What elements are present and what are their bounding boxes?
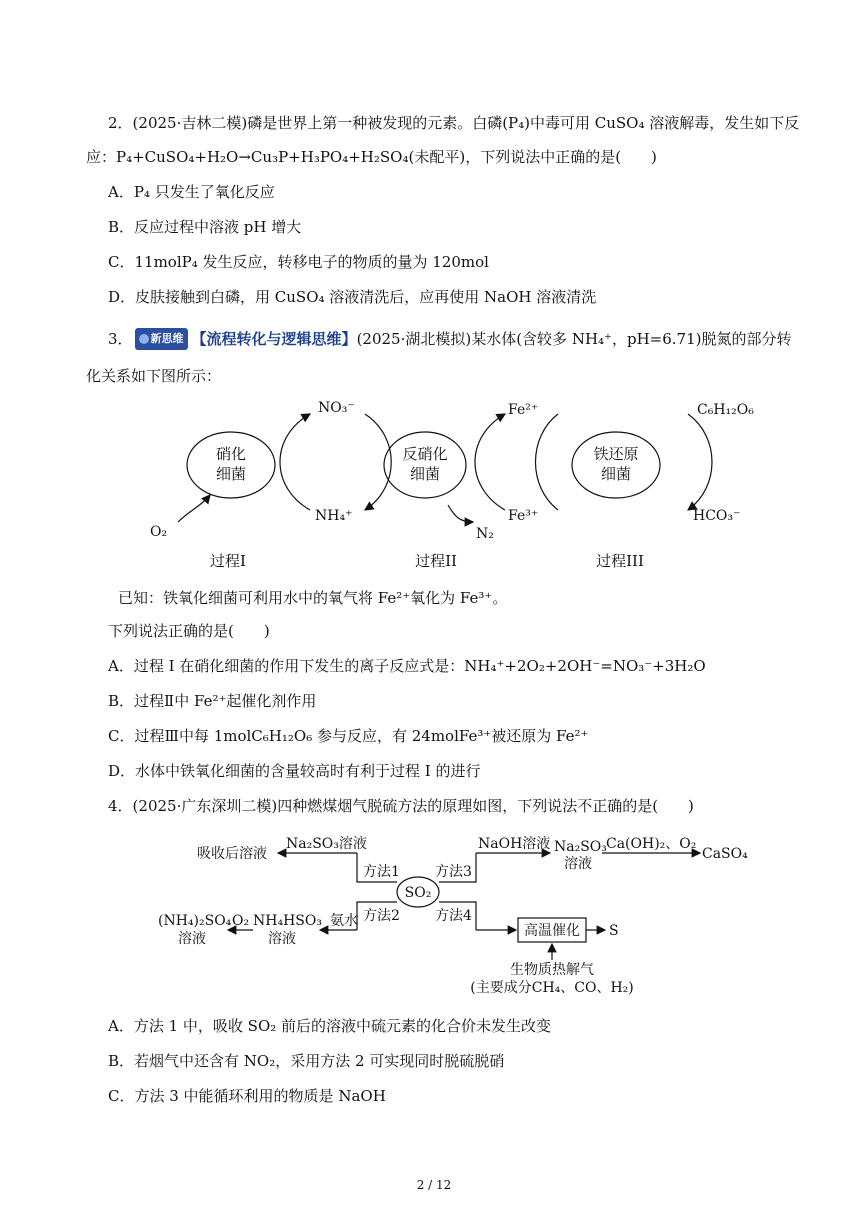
arc-no3-to-nh4 xyxy=(365,414,391,510)
circle1-line1: 硝化 xyxy=(215,445,247,463)
circle1-line2: 细菌 xyxy=(215,465,247,483)
q3-option-a: A．过程 I 在硝化细菌的作用下发生的离子反应式是：NH₄⁺+2O₂+2OH⁻=NO₃⁻+3H₂O xyxy=(108,657,706,675)
q4-option-b: B．若烟气中还含有 NO₂，采用方法 2 可实现同时脱硫脱硝 xyxy=(108,1052,505,1070)
q3-stem-line2: 化关系如下图所示： xyxy=(86,367,222,385)
method4-label: 方法4 xyxy=(435,908,472,924)
n2-label: N₂ xyxy=(476,526,494,542)
caso4-label: CaSO₄ xyxy=(702,846,748,862)
q3-stem-line1 xyxy=(108,329,791,351)
page-number: 2 / 12 xyxy=(416,1178,452,1192)
o2-label-q4: O₂ xyxy=(232,913,250,929)
q4-stem: 4．(2025·广东深圳二模)四种燃煤烟气脱硫方法的原理如图，下列说法不正确的是( ) xyxy=(108,797,694,815)
circle2-line1: 反硝化 xyxy=(402,445,448,463)
q4-option-c: C．方法 3 中能循环利用的物质是 NaOH xyxy=(108,1087,386,1105)
method3-label: 方法3 xyxy=(435,864,472,880)
q2-stem-line2: 应：P₄+CuSO₄+H₂O→Cu₃P+H₃PO₄+H₂SO₄(未配平)，下列说法中正确的是( ) xyxy=(86,148,657,166)
nh42so4-solution-word: 溶液 xyxy=(178,931,206,947)
no3-label: NO₃⁻ xyxy=(318,400,355,416)
q2-option-b: B．反应过程中溶液 pH 增大 xyxy=(108,218,302,236)
q3-number: 3． xyxy=(108,330,133,348)
circle3-line1: 铁还原 xyxy=(593,445,639,463)
q3-option-d: D．水体中铁氧化细菌的含量较高时有利于过程 I 的进行 xyxy=(108,762,481,780)
desulfurization-diagram xyxy=(150,822,770,1002)
method2-label: 方法2 xyxy=(363,908,400,924)
na2so3-solution-label: Na₂SO₃溶液 xyxy=(286,836,367,852)
arc-glucose-to-hco3 xyxy=(688,414,712,510)
n2-output-arrow xyxy=(448,505,473,522)
catalyst-label: 高温催化 xyxy=(524,923,580,939)
lightbulb-icon xyxy=(139,334,149,344)
q3-known: 已知：铁氧化细菌可利用水中的氧气将 Fe²⁺氧化为 Fe³⁺。 xyxy=(118,589,508,607)
hco3-label: HCO₃⁻ xyxy=(693,508,741,524)
biogas-label: 生物质热解气 xyxy=(510,962,594,978)
na2so3-solution-word: 溶液 xyxy=(564,856,592,872)
process-3-label: 过程III xyxy=(596,552,644,570)
process-2-label: 过程II xyxy=(415,552,457,570)
so2-label: SO₂ xyxy=(404,885,432,901)
q3-tag: 【流程转化与逻辑思维】 xyxy=(191,330,357,348)
o2-label: O₂ xyxy=(150,524,168,540)
o2-input-arrow xyxy=(178,495,210,522)
q2-stem-line1: 2．(2025·吉林二模)磷是世界上第一种被发现的元素。白磷(P₄)中毒可用 CuSO₄ 溶液解毒，发生如下反 xyxy=(108,114,800,132)
q3-option-b: B．过程Ⅱ中 Fe²⁺起催化剂作用 xyxy=(108,692,317,710)
na2so3-product-label: Na₂SO₃ xyxy=(554,839,607,855)
sulfur-label: S xyxy=(609,923,619,939)
nh42so4-label: (NH₄)₂SO₄ xyxy=(158,913,232,929)
q3-stem-rest: (2025·湖北模拟)某水体(含较多 NH₄⁺，pH=6.71)脱氮的部分转 xyxy=(356,330,792,348)
biogas-composition-label: (主要成分CH₄、CO、H₂) xyxy=(470,980,634,996)
q3-prompt: 下列说法正确的是( ) xyxy=(108,622,270,640)
fe3-label: Fe³⁺ xyxy=(508,508,539,524)
nh4hso3-solution-word: 溶液 xyxy=(268,931,296,947)
nh4hso3-label: NH₄HSO₃ xyxy=(253,913,322,929)
circle2-line2: 细菌 xyxy=(409,465,441,483)
naoh-solution-label: NaOH溶液 xyxy=(478,836,551,852)
arc-nh4-to-no3 xyxy=(280,414,310,510)
q2-option-d: D．皮肤接触到白磷，用 CuSO₄ 溶液清洗后，应再使用 NaOH 溶液清洗 xyxy=(108,288,597,306)
q2-option-a: A．P₄ 只发生了氧化反应 xyxy=(108,183,275,201)
q3-option-c: C．过程Ⅲ中每 1molC₆H₁₂O₆ 参与反应，有 24molFe³⁺被还原为 Fe²⁺ xyxy=(108,727,589,745)
arc-fe3-to-fe2 xyxy=(475,414,505,510)
fe2-label: Fe²⁺ xyxy=(508,402,539,418)
nitrogen-cycle-diagram xyxy=(140,392,780,582)
caoh-o2-label: Ca(OH)₂、O₂ xyxy=(606,836,697,852)
circle3-line2: 细菌 xyxy=(600,465,632,483)
method1-label: 方法1 xyxy=(363,864,400,880)
arc-fe2-to-fe3 xyxy=(536,414,559,510)
nh4-label: NH₄⁺ xyxy=(315,508,353,524)
process-1-label: 过程I xyxy=(210,552,246,570)
glucose-label: C₆H₁₂O₆ xyxy=(697,402,754,418)
ammonia-label: 氨水 xyxy=(330,913,358,929)
new-thinking-badge: 新思维 xyxy=(135,328,188,350)
q2-option-c: C．11molP₄ 发生反应，转移电子的物质的量为 120mol xyxy=(108,253,489,271)
q4-option-a: A．方法 1 中，吸收 SO₂ 前后的溶液中硫元素的化合价未发生改变 xyxy=(108,1017,552,1035)
absorbed-solution-label: 吸收后溶液 xyxy=(197,846,267,862)
